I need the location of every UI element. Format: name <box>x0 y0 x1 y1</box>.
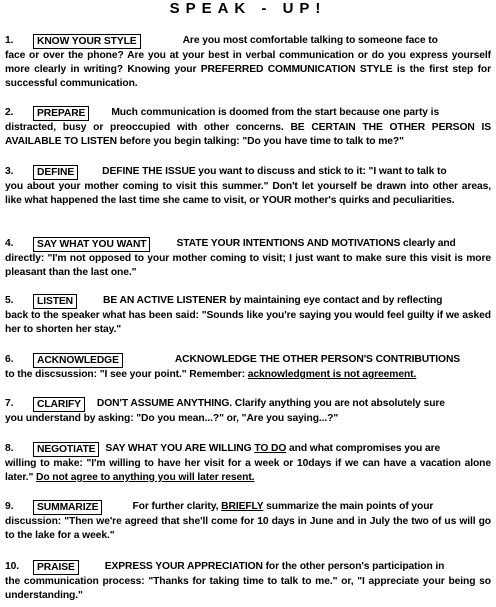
item-body-text: you about your mother coming to visit this summer." Don't let yourself be drawn into other areas, like what happened the last time she came to visit, or YOUR mother's quirks and peculiarities. <box>5 181 491 206</box>
item-number: 10. <box>5 561 20 572</box>
item-lead-plain: summarize the main points of your <box>266 501 434 512</box>
tip-item <box>5 442 491 485</box>
item-lead-plain: and what compromises you are <box>289 443 441 454</box>
item-label-box: DEFINE <box>33 165 78 180</box>
item-lead-plain: For further clarity, <box>132 501 219 512</box>
item-lead-text: DON'T ASSUME ANYTHING. Clarify anything you are not absolutely sure <box>96 398 445 409</box>
item-body-text: back to the speaker what has been said: "Sounds like you're saying you would feel guilty if we asked her to shorten her stay." <box>5 310 491 335</box>
item-body-underlined: acknowledgment is not agreement. <box>247 369 417 380</box>
item-lead-text: Much communication is doomed from the start because one party is <box>111 107 440 118</box>
item-label-box: PREPARE <box>33 106 89 121</box>
item-label-box: ACKNOWLEDGE <box>33 353 123 368</box>
item-lead-text: EXPRESS YOUR APPRECIATION for the other person's participation in <box>104 561 445 572</box>
item-body-text: you understand by asking: "Do you mean...?" or, "Are you saying...?" <box>5 413 339 424</box>
item-body-text: directly: "I'm not opposed to your mother coming to visit; I just want to make sure this visit is more pleasant than the last one." <box>5 253 491 278</box>
item-label-box: PRAISE <box>33 560 79 575</box>
item-label-box: SAY WHAT YOU WANT <box>33 237 150 252</box>
item-lead-text: ACKNOWLEDGE THE OTHER PERSON'S CONTRIBUTIONS <box>174 354 461 365</box>
item-lead-underlined: TO DO <box>254 443 287 454</box>
page-title: SPEAK - UP! <box>169 0 327 17</box>
item-body-text <box>5 457 491 485</box>
tip-item <box>5 500 491 543</box>
item-lead-text: BE AN ACTIVE LISTENER by maintaining eye contact and by reflecting <box>103 295 443 306</box>
item-body-text <box>5 368 491 382</box>
item-number: 3. <box>5 166 14 177</box>
item-number: 6. <box>5 354 14 365</box>
item-lead-text: DEFINE THE ISSUE you want to discuss and stick to it: "I want to talk to <box>102 166 447 177</box>
tip-item <box>5 294 491 337</box>
item-body-underlined: Do not agree to anything you will later resent. <box>36 471 255 483</box>
item-label-box: SUMMARIZE <box>33 500 102 515</box>
item-number: 4. <box>5 238 14 249</box>
item-lead-underlined: BRIEFLY <box>221 501 264 512</box>
item-lead-text: Are you most comfortable talking to someone face to <box>182 35 438 46</box>
tip-item <box>5 237 491 280</box>
item-lead-text <box>105 442 491 456</box>
item-number: 5. <box>5 295 14 306</box>
tip-item <box>5 397 491 426</box>
item-number: 1. <box>5 35 14 46</box>
tip-item <box>5 165 491 208</box>
item-label-box: NEGOTIATE <box>33 442 99 457</box>
item-lead-text: STATE YOUR INTENTIONS AND MOTIVATIONS clearly and <box>176 238 456 249</box>
item-body-plain: willing to make: "I'm willing to have her visit for a week or 10days if we can have a vacation alone later." <box>5 458 491 483</box>
item-lead-plain: SAY WHAT YOU ARE WILLING <box>105 443 252 454</box>
item-label-box: KNOW YOUR STYLE <box>33 34 141 49</box>
item-label-box: CLARIFY <box>33 397 85 412</box>
tip-item <box>5 106 491 149</box>
item-body-text: distracted, busy or preoccupied with other concerns. BE CERTAIN THE OTHER PERSON IS AVAILABLE TO LISTEN before you begin talking: "Do you have time to talk to me?" <box>5 122 491 147</box>
item-body-text: face or over the phone? Are you at your best in verbal communication or do you express yourself more clearly in writing? Knowing your PREFERRED COMMUNICATION STYLE is the first step for successful communication. <box>5 50 491 89</box>
item-body-text: the communication process: "Thanks for taking time to talk to me." or, "I appreciate your being so understanding." <box>5 576 491 601</box>
item-lead-text <box>132 500 491 514</box>
item-number: 7. <box>5 398 14 409</box>
item-body-text: discussion: "Then we're agreed that she'll come for 10 days in June and in July the two of us will go to the lake for a week." <box>5 516 491 541</box>
item-number: 9. <box>5 501 14 512</box>
tip-item <box>5 34 491 90</box>
item-number: 2. <box>5 107 14 118</box>
item-body-plain: to the discsussion: "I see your point." Remember: <box>5 369 246 380</box>
item-number: 8. <box>5 443 14 454</box>
tip-item <box>5 560 491 603</box>
tip-item <box>5 353 491 382</box>
item-label-box: LISTEN <box>33 294 77 309</box>
